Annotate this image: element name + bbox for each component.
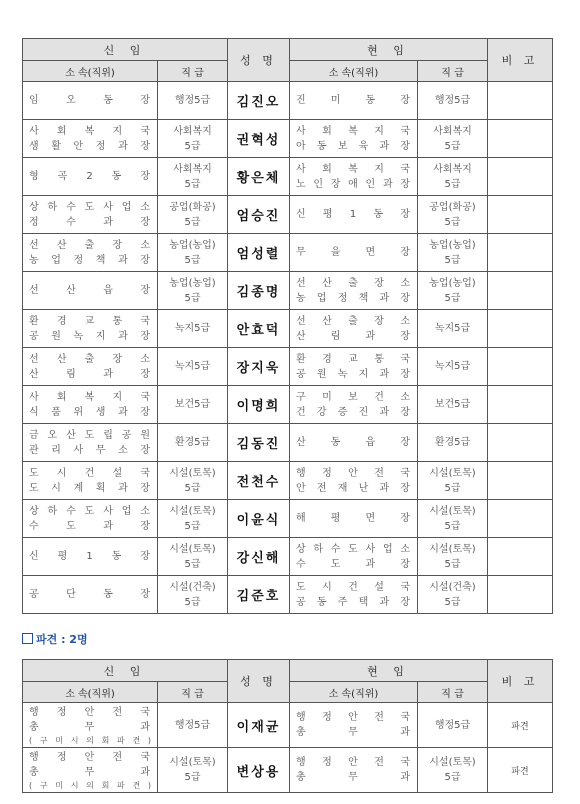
prev-dept-line: 수 도 과 장 (296, 558, 411, 570)
prev-grade-line: 5급 (444, 292, 461, 304)
prev-dept-line: 해 평 면 장 (296, 513, 411, 524)
person-name: 엄승진 (228, 196, 290, 234)
person-name: 전천수 (228, 462, 290, 500)
new-dept-line: 행 정 안 전 국 (29, 751, 151, 763)
prev-grade-line: 사회복지 (433, 125, 472, 137)
person-name: 이윤식 (228, 500, 290, 538)
note-cell (488, 158, 553, 196)
note-cell (488, 348, 553, 386)
prev-dept-line: 무 을 면 장 (296, 247, 411, 258)
person-name: 변상용 (228, 748, 290, 793)
person-name: 김준호 (228, 576, 290, 614)
prev-grade-cell (418, 424, 488, 462)
table-row (23, 82, 553, 120)
new-dept-line: 공 단 동 장 (29, 589, 151, 600)
prev-grade-cell (418, 310, 488, 348)
person-name: 이명희 (228, 386, 290, 424)
new-dept-line: 사 회 복 지 국 (29, 125, 151, 137)
new-post-header: 신 임 (23, 39, 228, 61)
new-grade-cell (158, 310, 228, 348)
new-dept-line: 금 오 산 도 립 공 원 (29, 429, 151, 441)
table-row (23, 272, 553, 310)
prev-dept-cell (290, 576, 418, 614)
prev-dept-cell (290, 120, 418, 158)
prev-dept-line: 산 동 읍 장 (296, 437, 411, 448)
prev-grade-line: 5급 (444, 482, 461, 494)
prev-dept-line: 아 동 보 육 과 장 (296, 140, 411, 152)
new-grade-line: 녹지5급 (174, 361, 211, 372)
prev-grade-cell (418, 196, 488, 234)
new-grade-cell (158, 500, 228, 538)
new-dept-line: 총 무 과 (29, 721, 151, 733)
prev-grade-cell (418, 120, 488, 158)
note-cell (488, 386, 553, 424)
prev-grade-cell (418, 348, 488, 386)
new-dept-line: 선 산 출 장 소 (29, 353, 151, 365)
prev-grade-line: 시설(건축) (429, 581, 476, 593)
new-dept-header: 소 속(직위) (23, 682, 158, 703)
new-dept-cell (23, 196, 158, 234)
new-grade-line: 5급 (184, 482, 201, 494)
prev-dept-line: 공 동 주 택 과 장 (296, 596, 411, 608)
new-grade-cell (158, 348, 228, 386)
prev-dept-line: 행 정 안 전 국 (296, 712, 411, 723)
table-row (23, 576, 553, 614)
new-dept-cell (23, 310, 158, 348)
new-dept-line: 임 오 동 장 (29, 95, 151, 106)
new-dept-line: 상 하 수 도 사 업 소 (29, 505, 151, 517)
new-grade-line: 5급 (184, 140, 201, 152)
new-grade-cell (158, 120, 228, 158)
prev-grade-line: 녹지5급 (434, 323, 471, 334)
prev-dept-line: 신 평 1 동 장 (296, 209, 411, 220)
prev-grade-line: 5급 (444, 558, 461, 570)
new-grade-cell (158, 386, 228, 424)
new-dept-line: 공 원 녹 지 과 장 (29, 330, 151, 342)
new-dept-cell (23, 158, 158, 196)
name-header: 성 명 (228, 39, 290, 82)
new-grade-line: 5급 (184, 216, 201, 228)
prev-grade-cell (418, 538, 488, 576)
new-dept-sub: ( 구 미 시 의 회 파 견 ) (29, 735, 151, 745)
prev-dept-cell (290, 538, 418, 576)
appointment-table (22, 38, 553, 614)
new-grade-line: 행정5급 (174, 95, 211, 106)
prev-dept-line: 행 정 안 전 국 (296, 467, 411, 479)
person-name: 엄성렬 (228, 234, 290, 272)
prev-grade-cell (418, 158, 488, 196)
prev-grade-line: 환경5급 (434, 437, 471, 448)
new-dept-cell (23, 538, 158, 576)
new-grade-header: 직 급 (158, 682, 228, 703)
prev-dept-line: 사 회 복 지 국 (296, 125, 411, 137)
person-name: 황은체 (228, 158, 290, 196)
prev-dept-cell (290, 703, 418, 748)
dispatch-table (22, 659, 553, 793)
new-dept-line: 선 산 읍 장 (29, 285, 151, 296)
new-grade-line: 5급 (184, 178, 201, 190)
prev-grade-line: 녹지5급 (434, 361, 471, 372)
prev-grade-line: 공업(화공) (429, 201, 476, 213)
new-grade-line: 농업(농업) (169, 239, 216, 251)
note-cell (488, 538, 553, 576)
new-grade-line: 5급 (184, 772, 201, 783)
new-grade-line: 5급 (184, 596, 201, 608)
prev-dept-line: 건 강 증 진 과 장 (296, 406, 411, 418)
table-row (23, 310, 553, 348)
new-grade-cell (158, 538, 228, 576)
new-dept-line: 생 활 안 정 과 장 (29, 140, 151, 152)
note-cell (488, 424, 553, 462)
new-dept-cell (23, 386, 158, 424)
prev-grade-line: 5급 (444, 254, 461, 266)
new-grade-line: 시설(건축) (169, 581, 216, 593)
prev-grade-line: 농업(농업) (429, 277, 476, 289)
new-dept-line: 정 수 과 장 (29, 216, 151, 228)
prev-dept-cell (290, 82, 418, 120)
new-dept-cell (23, 120, 158, 158)
new-grade-cell (158, 196, 228, 234)
prev-dept-line: 환 경 교 통 국 (296, 353, 411, 365)
prev-grade-cell (418, 748, 488, 793)
prev-grade-cell (418, 576, 488, 614)
person-name: 김진오 (228, 82, 290, 120)
new-dept-line: 선 산 출 장 소 (29, 239, 151, 251)
prev-dept-cell (290, 424, 418, 462)
new-grade-cell (158, 424, 228, 462)
person-name: 김종명 (228, 272, 290, 310)
new-dept-cell (23, 576, 158, 614)
prev-dept-cell (290, 462, 418, 500)
new-dept-cell (23, 424, 158, 462)
prev-grade-cell (418, 500, 488, 538)
prev-grade-cell (418, 386, 488, 424)
prev-grade-cell (418, 82, 488, 120)
new-grade-line: 녹지5급 (174, 323, 211, 334)
prev-grade-line: 5급 (444, 596, 461, 608)
prev-post-header: 현 임 (290, 660, 488, 682)
person-name: 김동진 (228, 424, 290, 462)
prev-grade-line: 보건5급 (434, 399, 471, 410)
prev-dept-line: 선 산 출 장 소 (296, 277, 411, 289)
prev-dept-line: 산 림 과 장 (296, 330, 411, 342)
prev-grade-line: 시설(토목) (429, 757, 476, 768)
prev-dept-cell (290, 348, 418, 386)
new-grade-cell (158, 462, 228, 500)
prev-grade-line: 5급 (444, 140, 461, 152)
prev-dept-line: 선 산 출 장 소 (296, 315, 411, 327)
new-grade-line: 5급 (184, 292, 201, 304)
prev-grade-line: 5급 (444, 520, 461, 532)
new-grade-line: 5급 (184, 558, 201, 570)
new-dept-cell (23, 748, 158, 793)
new-dept-cell (23, 348, 158, 386)
prev-dept-cell (290, 158, 418, 196)
prev-dept-line: 총 무 과 (296, 772, 411, 783)
table-row (23, 424, 553, 462)
new-dept-line: 도 시 건 설 국 (29, 467, 151, 479)
table-row (23, 462, 553, 500)
prev-grade-line: 시설(토목) (429, 467, 476, 479)
prev-dept-cell (290, 272, 418, 310)
prev-dept-line: 진 미 동 장 (296, 95, 411, 106)
new-grade-line: 공업(화공) (169, 201, 216, 213)
new-dept-sub: ( 구 미 시 의 회 파 견 ) (29, 780, 151, 790)
new-dept-cell (23, 82, 158, 120)
person-name: 권혁성 (228, 120, 290, 158)
note-cell (488, 272, 553, 310)
note-cell: 파견 (488, 703, 553, 748)
prev-grade-cell (418, 234, 488, 272)
prev-grade-line: 5급 (444, 178, 461, 190)
note-cell (488, 196, 553, 234)
new-dept-cell (23, 462, 158, 500)
new-grade-cell (158, 576, 228, 614)
person-name: 이재균 (228, 703, 290, 748)
new-grade-header: 직 급 (158, 61, 228, 82)
new-dept-line: 농 업 정 책 과 장 (29, 254, 151, 266)
prev-dept-line: 사 회 복 지 국 (296, 163, 411, 175)
prev-dept-cell (290, 386, 418, 424)
new-grade-line: 시설(토목) (169, 543, 216, 555)
prev-dept-line: 노 인 장 애 인 과 장 (296, 178, 411, 190)
new-dept-line: 수 도 과 장 (29, 520, 151, 532)
prev-grade-line: 사회복지 (433, 163, 472, 175)
table-row (23, 158, 553, 196)
new-dept-line: 사 회 복 지 국 (29, 391, 151, 403)
prev-dept-line: 상 하 수 도 사 업 소 (296, 543, 411, 555)
new-grade-line: 농업(농업) (169, 277, 216, 289)
person-name: 안효덕 (228, 310, 290, 348)
prev-grade-line: 행정5급 (434, 719, 471, 731)
table-row (23, 348, 553, 386)
note-cell (488, 462, 553, 500)
new-dept-line: 상 하 수 도 사 업 소 (29, 201, 151, 213)
new-dept-cell (23, 234, 158, 272)
table-row (23, 196, 553, 234)
prev-dept-cell (290, 748, 418, 793)
table-row (23, 500, 553, 538)
new-grade-line: 사회복지 (173, 125, 212, 137)
prev-grade-cell (418, 703, 488, 748)
new-dept-line: 신 평 1 동 장 (29, 551, 151, 562)
prev-dept-line: 농 업 정 책 과 장 (296, 292, 411, 304)
note-cell (488, 576, 553, 614)
table-row (23, 234, 553, 272)
prev-grade-line: 5급 (444, 772, 461, 783)
prev-grade-cell (418, 272, 488, 310)
prev-post-header: 현 임 (290, 39, 488, 61)
prev-dept-cell (290, 500, 418, 538)
new-dept-line: 도 시 계 획 과 장 (29, 482, 151, 494)
new-dept-line: 산 림 과 장 (29, 368, 151, 380)
new-dept-cell (23, 272, 158, 310)
new-grade-line: 시설(토목) (169, 467, 216, 479)
note-cell (488, 234, 553, 272)
note-cell (488, 500, 553, 538)
new-dept-cell (23, 703, 158, 748)
prev-dept-cell (290, 310, 418, 348)
prev-dept-header: 소 속(직위) (290, 61, 418, 82)
prev-grade-header: 직 급 (418, 61, 488, 82)
new-grade-cell (158, 748, 228, 793)
new-grade-cell (158, 234, 228, 272)
new-dept-line: 환 경 교 통 국 (29, 315, 151, 327)
new-dept-line: 식 품 위 생 과 장 (29, 406, 151, 418)
new-grade-line: 사회복지 (173, 163, 212, 175)
new-dept-line: 총 무 과 (29, 766, 151, 778)
note-cell: 파견 (488, 748, 553, 793)
prev-dept-line: 행 정 안 전 국 (296, 757, 411, 768)
prev-dept-line: 구 미 보 건 소 (296, 391, 411, 403)
prev-grade-line: 시설(토목) (429, 505, 476, 517)
new-dept-line: 형 곡 2 동 장 (29, 171, 151, 182)
new-grade-line: 보건5급 (174, 399, 211, 410)
person-name: 강신해 (228, 538, 290, 576)
dispatch-section-title: 파견 : 2명 (22, 631, 88, 647)
prev-grade-line: 5급 (444, 216, 461, 228)
new-dept-line: 행 정 안 전 국 (29, 706, 151, 718)
new-grade-line: 5급 (184, 520, 201, 532)
table-row (23, 538, 553, 576)
prev-grade-cell (418, 462, 488, 500)
prev-grade-line: 시설(토목) (429, 543, 476, 555)
note-cell (488, 120, 553, 158)
prev-dept-cell (290, 196, 418, 234)
table-row (23, 703, 553, 748)
prev-dept-line: 공 원 녹 지 과 장 (296, 368, 411, 380)
new-grade-line: 시설(토목) (169, 757, 216, 768)
prev-dept-header: 소 속(직위) (290, 682, 418, 703)
new-dept-cell (23, 500, 158, 538)
new-dept-line: 관 리 사 무 소 장 (29, 444, 151, 456)
prev-grade-line: 농업(농업) (429, 239, 476, 251)
new-grade-cell (158, 703, 228, 748)
prev-grade-line: 행정5급 (434, 95, 471, 106)
note-header: 비 고 (488, 660, 553, 703)
new-post-header: 신 임 (23, 660, 228, 682)
prev-dept-line: 도 시 건 설 국 (296, 581, 411, 593)
prev-dept-line: 안 전 재 난 과 장 (296, 482, 411, 494)
table-row (23, 120, 553, 158)
person-name: 장지욱 (228, 348, 290, 386)
new-grade-line: 환경5급 (174, 437, 211, 448)
new-grade-cell (158, 272, 228, 310)
prev-grade-header: 직 급 (418, 682, 488, 703)
new-grade-line: 행정5급 (174, 719, 211, 731)
table-row (23, 386, 553, 424)
new-grade-cell (158, 82, 228, 120)
table-row (23, 748, 553, 793)
new-grade-cell (158, 158, 228, 196)
prev-dept-cell (290, 234, 418, 272)
new-grade-line: 5급 (184, 254, 201, 266)
prev-dept-line: 총 무 과 (296, 727, 411, 738)
note-cell (488, 82, 553, 120)
new-dept-header: 소 속(직위) (23, 61, 158, 82)
square-bullet-icon (22, 633, 33, 644)
new-grade-line: 시설(토목) (169, 505, 216, 517)
note-header: 비 고 (488, 39, 553, 82)
name-header: 성 명 (228, 660, 290, 703)
note-cell (488, 310, 553, 348)
